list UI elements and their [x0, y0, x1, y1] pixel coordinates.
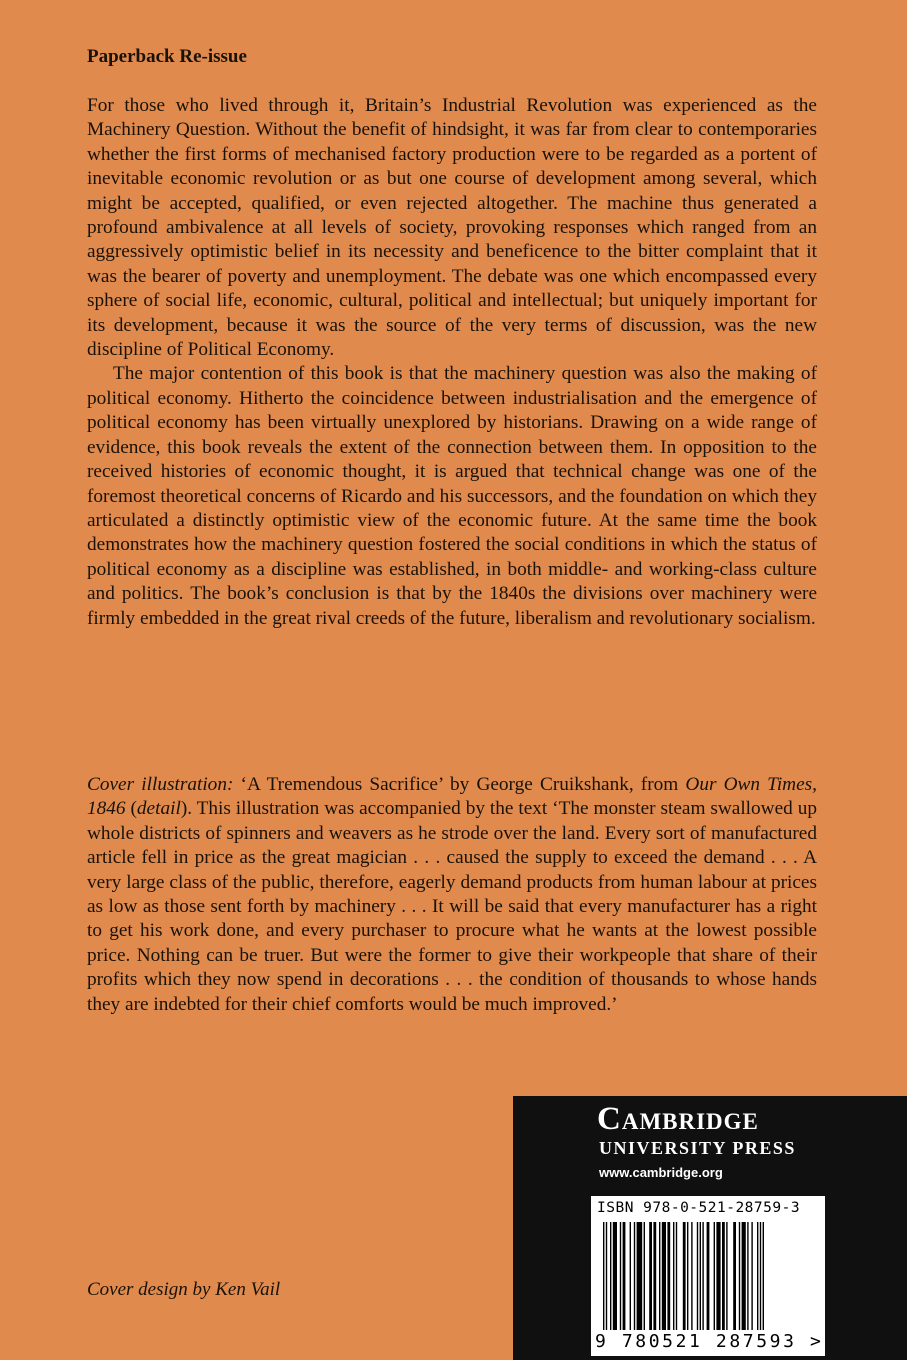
- barcode-bar: [644, 1222, 645, 1330]
- barcode-bar: [603, 1222, 604, 1330]
- barcode-bar: [716, 1222, 720, 1330]
- barcode-bar: [691, 1222, 692, 1330]
- caption-text-2: (: [125, 798, 137, 820]
- barcode-bar: [757, 1222, 758, 1330]
- barcode-bar: [673, 1222, 674, 1330]
- barcode-bar: [676, 1222, 677, 1330]
- barcode-bar: [707, 1222, 710, 1330]
- barcode-bar: [742, 1222, 746, 1330]
- caption-text-1: ‘A Tremendous Sacrifice’ by George Cruikshank, from: [233, 774, 686, 795]
- barcode-bar: [687, 1222, 688, 1330]
- publisher-subtitle: UNIVERSITY PRESS: [599, 1138, 796, 1158]
- barcode-bar: [634, 1222, 635, 1330]
- barcode-bar: [702, 1222, 703, 1330]
- barcode-bars: [603, 1222, 815, 1330]
- barcode-bar: [649, 1222, 652, 1330]
- barcode-bar: [739, 1222, 740, 1330]
- isbn-label: ISBN 978-0-521-28759-3: [597, 1200, 801, 1216]
- description-paragraph-2: The major contention of this book is that the machinery question was also the making of political economy. Hitherto the coincidence between industrialisation and the emergence of political economy has been virtually unexplored by historians. Drawing on a wide range of evidence, this book reveals the extent of the connection between them. In opposition to the received histories of economic thought, it is argued that technical change was one of the foremost theoretical concerns of Ricardo and his successors, and the foundation on which they articulated a distinctly optimistic view of the economic future. At the same time the book demonstrates how the machinery question fostered the social conditions in which the status of political economy as a discipline was established, in both middle- and working-class culture and politics. The book’s conclusion is that by the 1840s the divisions over machinery were firmly embedded in the great rival creeds of the future, liberalism and revolutionary socialism.: [87, 363, 817, 629]
- barcode-bar: [606, 1222, 607, 1330]
- barcode-bar: [726, 1222, 727, 1330]
- barcode-bar: [637, 1222, 643, 1330]
- caption-text-3: ). This illustration was accompanied by the text ‘The monster steam swallowed up whole districts of spinners and weavers as he strode over the land. Every sort of manufactured article fell in price as the great magician . . . caused the supply to exceed the demand . . . A very large class of the public, therefore, eagerly demand products from human labour at prices as low as those sent forth by machinery . . . It will be said that every manufacturer has a right to get his work done, and every purchaser to procure what he wants at the lowest possible price. Nothing can be truer. But were the former to give their workpeople that share of their profits which they now spend in decorations . . . the condition of thousands to whose hands they are indebted for their chief comforts would be much improved.’: [87, 798, 817, 1015]
- cover-illustration-caption: [87, 773, 817, 1017]
- barcode-bar: [700, 1222, 701, 1330]
- publisher-block: [513, 1096, 907, 1360]
- barcode-bar: [667, 1222, 670, 1330]
- barcode-bar: [760, 1222, 761, 1330]
- barcode-bar: [722, 1222, 725, 1330]
- barcode-bar: [659, 1222, 660, 1330]
- publisher-url: www.cambridge.org: [599, 1165, 723, 1180]
- barcode-bar: [630, 1222, 631, 1330]
- barcode-bar: [653, 1222, 656, 1330]
- barcode-bar: [610, 1222, 611, 1330]
- barcode: [591, 1196, 825, 1356]
- description-paragraph-1: For those who lived through it, Britain’s Industrial Revolution was experienced as the Machinery Question. Without the benefit of hindsight, it was far from clear to contemporaries whether the first forms of mechanised factory production were to be regarded as a portent of inevitable economic revolution or as but one course of development among several, which might be accepted, qualified, or even rejected altogether. The machine thus generated a profound ambivalence at all levels of society, provoking responses which ranged from an aggressively optimistic belief in its necessity and beneficence to the bitter complaint that it was the bearer of poverty and unemployment. The debate was one which encompassed every sphere of social life, economic, cultural, political and intellectual; but uniquely important for its development, because it was the source of the very terms of discussion, was the new discipline of Political Economy.: [87, 95, 817, 361]
- barcode-bar: [714, 1222, 715, 1330]
- section-heading: Paperback Re-issue: [87, 46, 247, 67]
- caption-detail: detail: [136, 798, 181, 820]
- barcode-bar: [683, 1222, 686, 1330]
- barcode-bar: [623, 1222, 626, 1330]
- publisher-name: Cambridge: [597, 1101, 759, 1137]
- barcode-bar: [763, 1222, 764, 1330]
- barcode-bar: [733, 1222, 736, 1330]
- barcode-bar: [620, 1222, 621, 1330]
- barcode-bar: [747, 1222, 748, 1330]
- caption-paragraph: [87, 773, 817, 1017]
- caption-work-title: Our Own Times, 1846: [87, 774, 817, 820]
- barcode-bar: [751, 1222, 752, 1330]
- barcode-bar: [613, 1222, 617, 1330]
- barcode-bar: [697, 1222, 698, 1330]
- book-description: [87, 94, 817, 631]
- barcode-bar: [662, 1222, 666, 1330]
- barcode-digits: 9 780521 287593 >: [595, 1331, 824, 1352]
- cover-design-credit: Cover design by Ken Vail: [87, 1279, 281, 1300]
- caption-label: Cover illustration:: [87, 774, 234, 795]
